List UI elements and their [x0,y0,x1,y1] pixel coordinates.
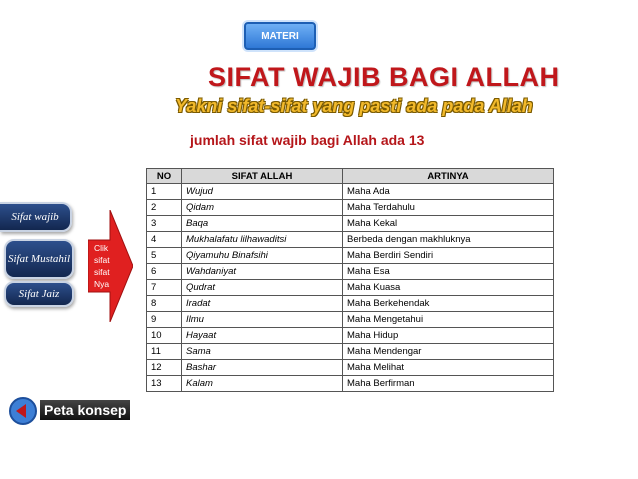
cell-no: 7 [147,280,182,296]
cell-sifat: Mukhalafatu lilhawaditsi [182,232,343,248]
table-row [147,280,554,296]
arrow-text-line: Nya [94,279,110,289]
arrow-text-line: sifat [94,267,110,277]
sifat-mustahil-button[interactable]: Sifat Mustahil [4,239,74,279]
table-header-row [147,169,554,184]
header-sifat-allah: SIFAT ALLAH [182,169,343,184]
cell-artinya: Maha Melihat [343,360,554,376]
cell-artinya: Maha Terdahulu [343,200,554,216]
cell-artinya: Berbeda dengan makhluknya [343,232,554,248]
materi-button[interactable]: MATERI [244,22,316,50]
cell-no: 10 [147,328,182,344]
table-row [147,376,554,392]
table-row [147,328,554,344]
cell-sifat: Qiyamuhu Binafsihi [182,248,343,264]
peta-konsep-button[interactable]: Peta konsep [40,400,130,420]
cell-no: 1 [147,184,182,200]
cell-sifat: Qudrat [182,280,343,296]
table-row [147,312,554,328]
cell-no: 3 [147,216,182,232]
cell-sifat: Hayaat [182,328,343,344]
cell-artinya: Maha Mendengar [343,344,554,360]
cell-artinya: Maha Hidup [343,328,554,344]
arrow-text-line: Clik [94,243,109,253]
page-subtitle: Yakni sifat-sifat yang pasti ada pada Allah [175,96,533,116]
cell-no: 13 [147,376,182,392]
header-artinya: ARTINYA [343,169,554,184]
cell-artinya: Maha Berkehendak [343,296,554,312]
cell-no: 6 [147,264,182,280]
cell-sifat: Wahdaniyat [182,264,343,280]
sifat-jaiz-button[interactable]: Sifat Jaiz [4,281,74,307]
cell-sifat: Wujud [182,184,343,200]
cell-artinya: Maha Kuasa [343,280,554,296]
table-row [147,216,554,232]
sifat-wajib-table [146,168,554,392]
cell-no: 5 [147,248,182,264]
table-row [147,264,554,280]
cell-artinya: Maha Kekal [343,216,554,232]
back-arrow-icon[interactable] [8,396,38,426]
table-row [147,296,554,312]
cell-no: 4 [147,232,182,248]
table-row [147,360,554,376]
cell-sifat: Sama [182,344,343,360]
header-no: NO [147,169,182,184]
table-row [147,184,554,200]
cell-no: 8 [147,296,182,312]
cell-artinya: Maha Ada [343,184,554,200]
table-row [147,248,554,264]
cell-artinya: Maha Mengetahui [343,312,554,328]
sifat-wajib-button[interactable]: Sifat wajib [0,202,72,232]
cell-sifat: Bashar [182,360,343,376]
cell-sifat: Ilmu [182,312,343,328]
table-row [147,200,554,216]
table-row [147,344,554,360]
cell-no: 12 [147,360,182,376]
table-row [147,232,554,248]
count-text: jumlah sifat wajib bagi Allah ada 13 [190,132,425,148]
page-title: SIFAT WAJIB BAGI ALLAH [208,62,560,92]
cell-artinya: Maha Berfirman [343,376,554,392]
cell-no: 11 [147,344,182,360]
cell-artinya: Maha Esa [343,264,554,280]
arrow-text [94,242,120,290]
cell-sifat: Qidam [182,200,343,216]
cell-sifat: Baqa [182,216,343,232]
arrow-text-line: sifat [94,255,110,265]
cell-no: 9 [147,312,182,328]
cell-sifat: Iradat [182,296,343,312]
cell-artinya: Maha Berdiri Sendiri [343,248,554,264]
cell-no: 2 [147,200,182,216]
cell-sifat: Kalam [182,376,343,392]
